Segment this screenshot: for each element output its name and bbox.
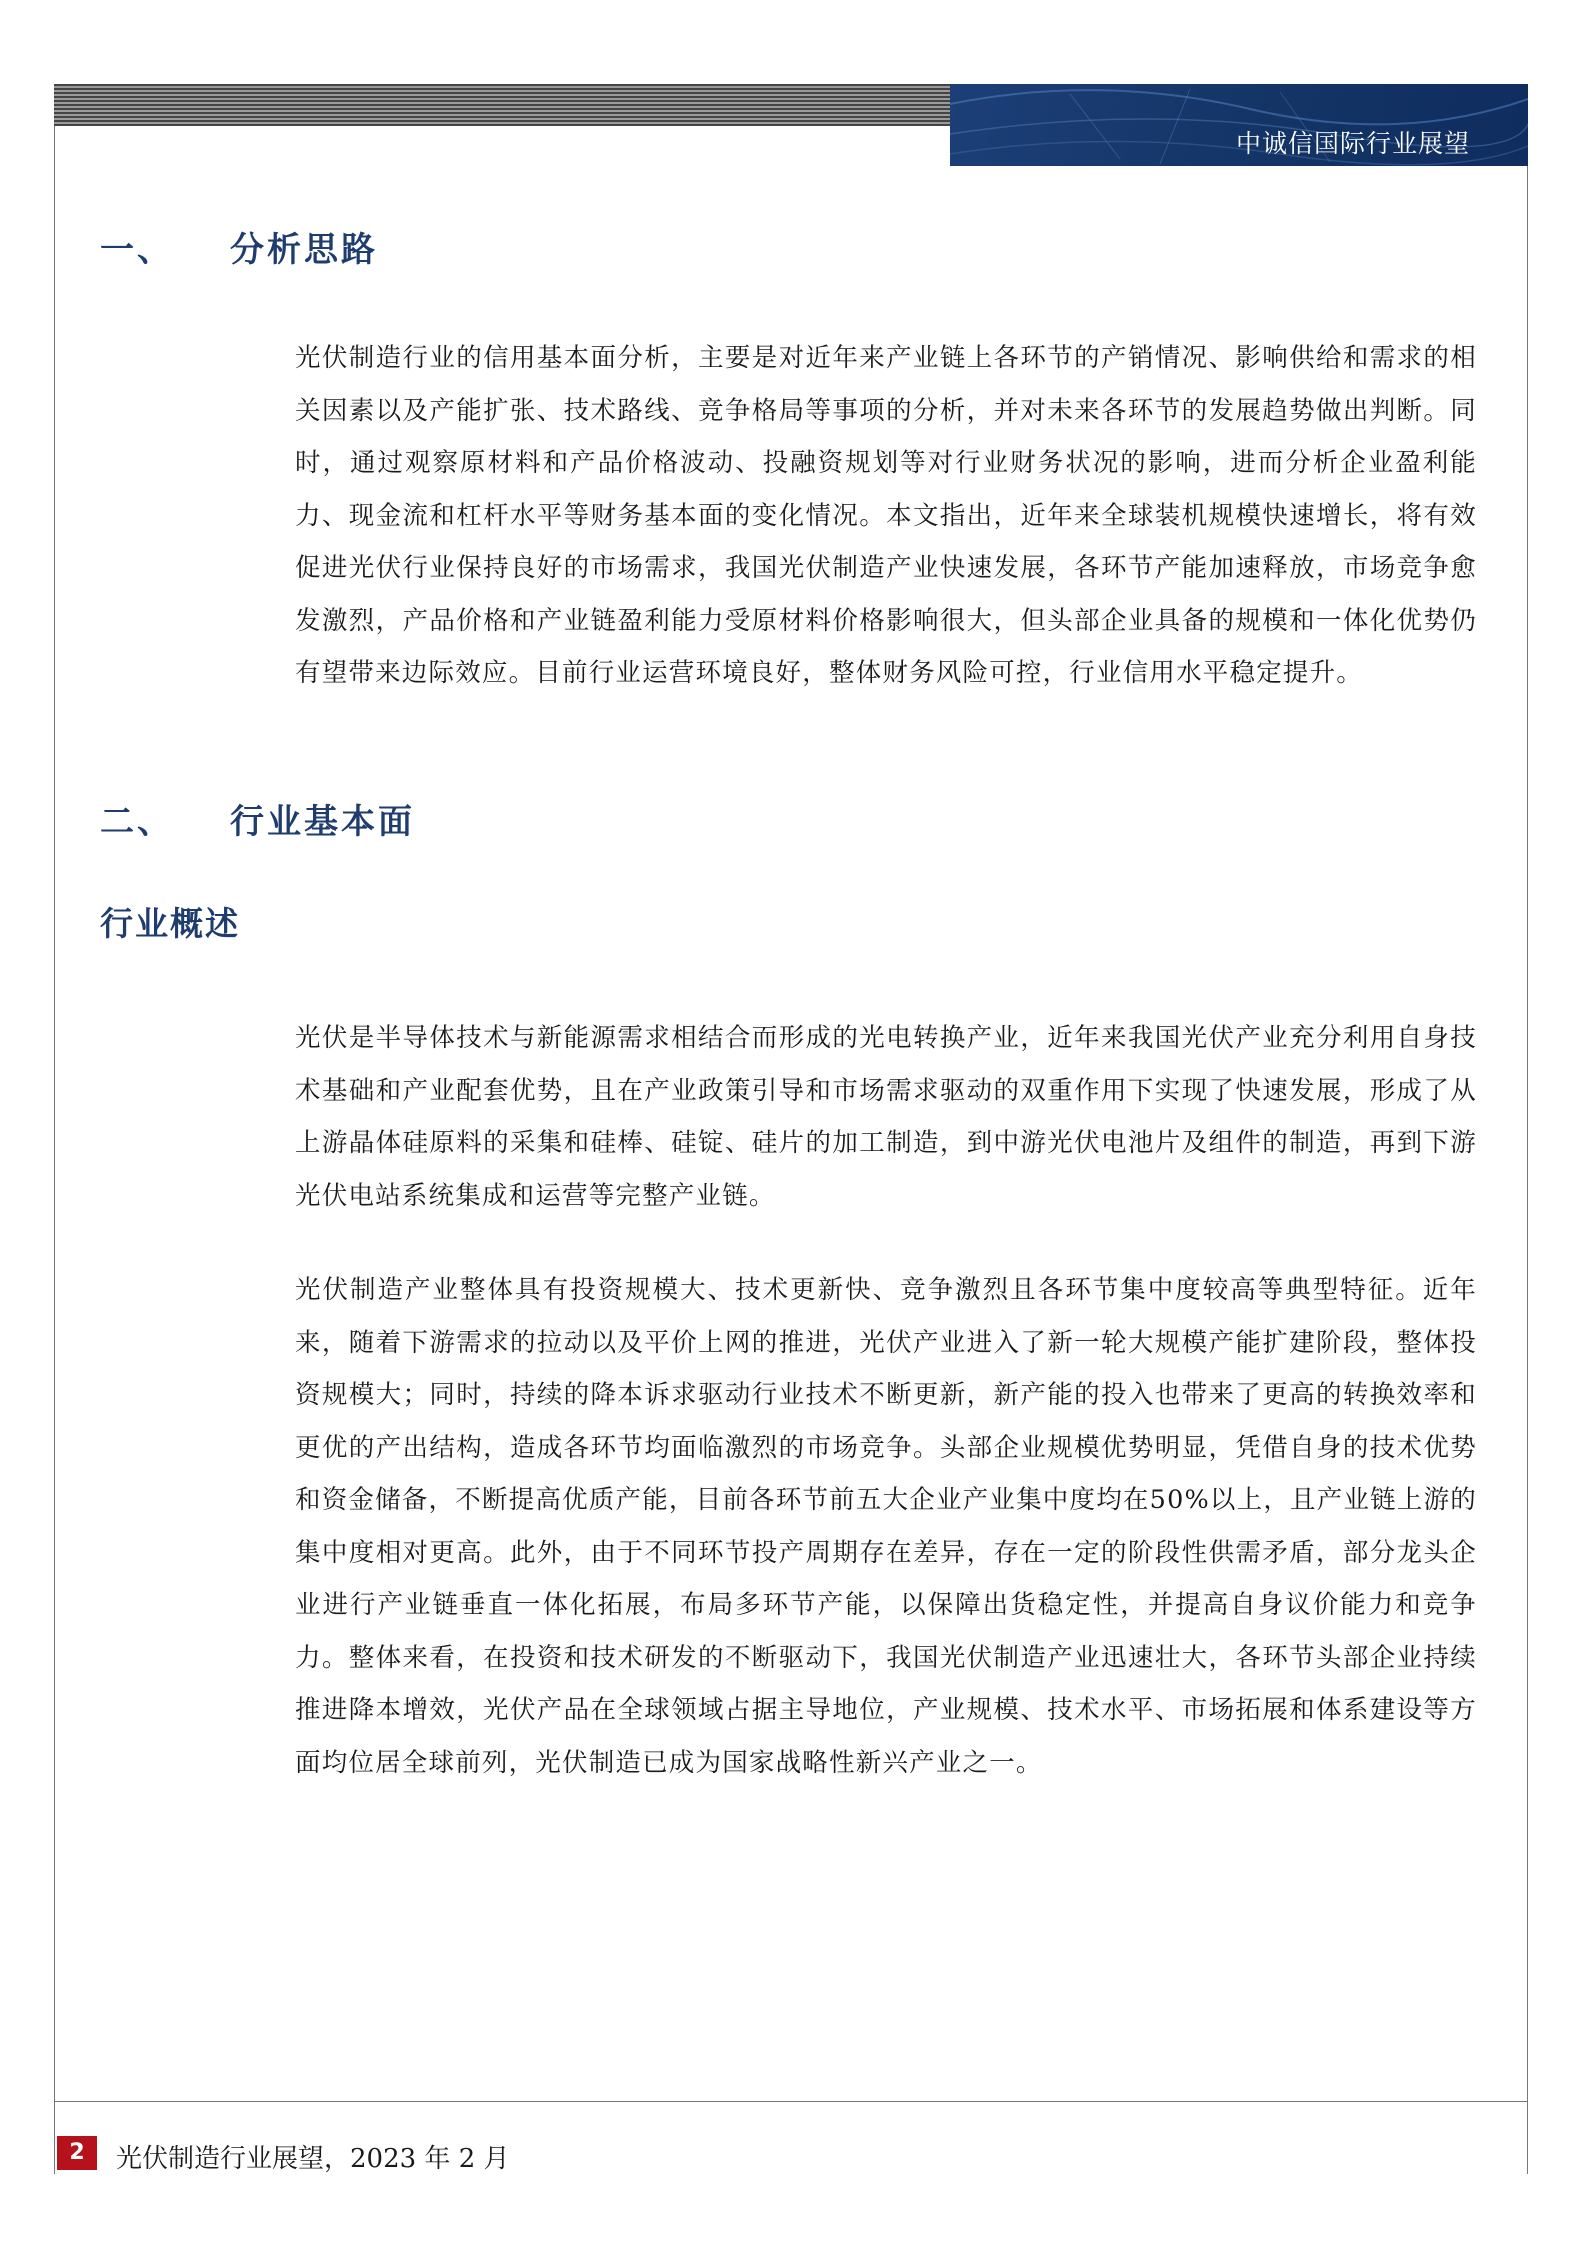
subsection-heading: 行业概述	[100, 904, 240, 943]
header-banner	[950, 84, 1528, 166]
section-title: 分析思路	[230, 230, 378, 270]
header-title: 中诚信国际行业展望	[1235, 129, 1470, 158]
paragraph: 光伏是半导体技术与新能源需求相结合而形成的光电转换产业，近年来我国光伏产业充分利用自身技术基础和产业配套优势，且在产业政策引导和市场需求驱动的双重作用下实现了快速发展，形成了从上游晶体硅原料的采集和硅棒、硅锭、硅片的加工制造，到中游光伏电池片及组件的制造，再到下游光伏电站系统集成和运营等完整产业链。	[295, 1023, 1477, 1211]
page-number-badge: 2	[57, 2136, 97, 2170]
footer-text: 光伏制造行业展望，2023 年 2 月	[116, 2144, 510, 2174]
section-number: 二、	[100, 802, 174, 842]
section-heading-2	[100, 794, 415, 843]
section-number: 一、	[100, 230, 174, 270]
section-title: 行业基本面	[230, 802, 415, 842]
footer-divider	[54, 2101, 1528, 2102]
section-heading-1	[100, 222, 378, 271]
paragraph: 光伏制造产业整体具有投资规模大、技术更新快、竞争激烈且各环节集中度较高等典型特征。近年来，随着下游需求的拉动以及平价上网的推进，光伏产业进入了新一轮大规模产能扩建阶段，整体投资规模大；同时，持续的降本诉求驱动行业技术不断更新，新产能的投入也带来了更高的转换效率和更优的产出结构，造成各环节均面临激烈的市场竞争。头部企业规模优势明显，凭借自身的技术优势和资金储备，不断提高优质产能，目前各环节前五大企业产业集中度均在50%以上，且产业链上游的集中度相对更高。此外，由于不同环节投产周期存在差异，存在一定的阶段性供需矛盾，部分龙头企业进行产业链垂直一体化拓展，布局多环节产能，以保障出货稳定性，并提高自身议价能力和竞争力。整体来看，在投资和技术研发的不断驱动下，我国光伏制造产业迅速壮大，各环节头部企业持续推进降本增效，光伏产品在全球领域占据主导地位，产业规模、技术水平、市场拓展和体系建设等方面均位居全球前列，光伏制造已成为国家战略性新兴产业之一。	[295, 1275, 1477, 1778]
paragraph: 光伏制造行业的信用基本面分析，主要是对近年来产业链上各环节的产销情况、影响供给和需求的相关因素以及产能扩张、技术路线、竞争格局等事项的分析，并对未来各环节的发展趋势做出判断。同时，通过观察原材料和产品价格波动、投融资规划等对行业财务状况的影响，进而分析企业盈利能力、现金流和杠杆水平等财务基本面的变化情况。本文指出，近年来全球装机规模快速增长，将有效促进光伏行业保持良好的市场需求，我国光伏制造产业快速发展，各环节产能加速释放，市场竞争愈发激烈，产品价格和产业链盈利能力受原材料价格影响很大，但头部企业具备的规模和一体化优势仍有望带来边际效应。目前行业运营环境良好，整体财务风险可控，行业信用水平稳定提升。	[295, 343, 1477, 688]
